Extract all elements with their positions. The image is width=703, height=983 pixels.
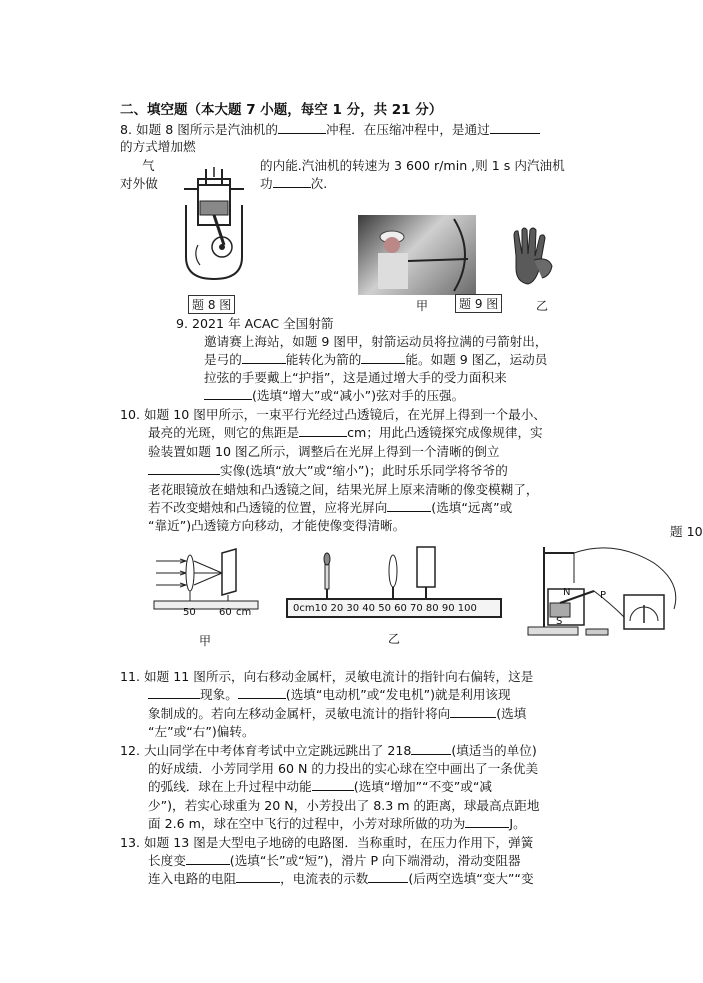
answer-blank: [238, 687, 286, 699]
q8-line4-right: [260, 173, 327, 192]
q13-text: ，电流表的示数: [280, 871, 369, 886]
answer-blank: [465, 816, 509, 828]
rod-label: P: [600, 590, 607, 601]
archer-photo: [358, 215, 476, 295]
q12-text: (选填“增加”“不变”或“减: [353, 779, 493, 794]
answer-blank: [450, 706, 496, 718]
q13-line1: 13. 如题 13 图是大型电子地磅的电路图．当称重时，在压力作用下，弹簧: [120, 835, 534, 850]
answer-blank: [186, 853, 230, 865]
q11-line4: “左”或“右”)偏转。: [148, 724, 255, 739]
q9-text: (选填“增大”或“减小”)弦对手的压强。: [252, 388, 465, 403]
q10-line4: [148, 460, 508, 479]
q12-line2: 的好成绩．小芳同学用 60 N 的力投出的实心球在空中画出了一条优美: [148, 761, 539, 776]
answer-blank: [236, 871, 280, 883]
answer-blank: [273, 176, 311, 188]
magnet-north-label: N: [563, 587, 571, 598]
fig10-yi-label: 乙: [388, 632, 401, 646]
answer-blank: [148, 463, 220, 475]
answer-blank: [312, 779, 354, 791]
q8-line3-right: 的内能.汽油机的转速为 3 600 r/min ,则 1 s 内汽油机: [260, 158, 565, 173]
q12-line5: [148, 813, 526, 832]
q10-text: (选填“远离”或: [431, 500, 513, 515]
q12-line1: [120, 740, 537, 759]
fig10-jia-label: 甲: [199, 634, 212, 648]
q10-text: 最亮的光斑，则它的焦距是: [148, 425, 300, 440]
fig8-caption: 题 8 图: [188, 295, 235, 314]
q11-text: 象制成的。若向左移动金属杆，灵敏电流计的指针将向: [148, 706, 451, 721]
q12-text: (填适当的单位): [451, 743, 537, 758]
q8-text: 次.: [310, 176, 328, 191]
q9-line1: 9. 2021 年 ACAC 全国射箭: [176, 316, 334, 331]
answer-blank: [368, 871, 408, 883]
q10-line1: 10. 如题 10 图甲所示，一束平行光经过凸透镜后，在光屏上得到一个最小、: [120, 407, 546, 422]
fig10-scale-50: 50: [183, 607, 196, 618]
answer-blank: [148, 687, 200, 699]
q9-text: 是弓的: [204, 352, 242, 367]
q10-line5: 老花眼镜放在蜡烛和凸透镜之间，结果光屏上原来清晰的像变模糊了，: [148, 482, 539, 497]
q8-line2: 的方式增加燃: [120, 139, 196, 154]
q10-line6: [148, 497, 512, 516]
q13-text: 连入电路的电阻: [148, 871, 237, 886]
magnet-south-label: S: [556, 616, 563, 627]
fig10-bench-scale: 0cm10 20 30 40 50 60 70 80 90 100: [293, 603, 477, 614]
q10-text: 实像(选填“放大”或“缩小”)；此时乐乐同学将爷爷的: [220, 463, 508, 478]
q8-line3-left: 气: [142, 158, 155, 173]
q8-text: 冲程．在压缩冲程中，是通过: [325, 122, 490, 137]
answer-blank: [278, 122, 326, 134]
answer-blank: [361, 352, 405, 364]
q9-text: 能。如题 9 图乙，运动员: [405, 352, 548, 367]
q9-text: 能转化为箭的: [285, 352, 362, 367]
q11-line1: 11. 如题 11 图所示，向右移动金属杆，灵敏电流计的指针向右偏转，这是: [120, 669, 534, 684]
section-title: 二、填空题（本大题 7 小题，每空 1 分，共 21 分）: [120, 102, 443, 118]
q10-text: 若不改变蜡烛和凸透镜的位置，应将光屏向: [148, 500, 388, 515]
engine-figure: [180, 165, 248, 283]
q13-line2: [148, 850, 521, 869]
q12-text: J。: [509, 816, 526, 831]
q9-line5: [204, 385, 464, 404]
fig9-jia: 甲: [416, 299, 429, 313]
q11-line2: [148, 684, 511, 703]
q13-line3: [148, 868, 534, 887]
q10-line7: “靠近”)凸透镜方向移动，才能使像变得清晰。: [148, 518, 406, 533]
q11-text: 现象。: [200, 687, 238, 702]
answer-blank: [242, 352, 286, 364]
q12-text: 面 2.6 m，球在空中飞行的过程中，小芳对球所做的功为: [148, 816, 466, 831]
q11-text: (选填“电动机”或“发电机”)就是利用该现: [285, 687, 511, 702]
q10-text: cm；用此凸透镜探究成像规律，实: [347, 425, 543, 440]
q12-text: 12. 大山同学在中考体育考试中立定跳远跳出了 218: [120, 743, 412, 758]
answer-blank: [204, 388, 252, 400]
q13-text: (选填“长”或“短”)，滑片 P 向下端滑动，滑动变阻器: [229, 853, 521, 868]
q12-text: 的弧线．球在上升过程中动能: [148, 779, 312, 794]
q8-text: 8. 如题 8 图所示是汽油机的: [120, 122, 278, 137]
q10-line3: 验装置如题 10 图乙所示，调整后在光屏上得到一个清晰的倒立: [148, 444, 500, 459]
glove-icon: [508, 226, 556, 288]
q12-line4: 少”)，若实心球重为 20 N，小芳投出了 8.3 m 的距离，球最高点距地: [148, 798, 540, 813]
fig9-caption: 题 9 图: [455, 294, 502, 313]
q13-text: 长度变: [148, 853, 186, 868]
q12-line3: [148, 776, 492, 795]
q11-line3: [148, 703, 526, 722]
q11-text: (选填: [496, 706, 527, 721]
fig9-yi: 乙: [536, 299, 549, 313]
answer-blank: [490, 122, 540, 134]
archer-icon: [358, 215, 476, 295]
q9-line3: [204, 349, 547, 368]
q13-text: (后两空选填“变大”“变: [408, 871, 534, 886]
answer-blank: [411, 743, 451, 755]
fig10-side-label: 题 10: [670, 524, 703, 539]
q8-text: 功: [260, 176, 273, 191]
q8-line4-left: 对外做: [120, 176, 158, 191]
answer-blank: [387, 500, 431, 512]
q10-line2: [148, 422, 543, 441]
q9-line4: 拉弦的手要戴上“护指”，这是通过增大手的受力面积来: [204, 370, 507, 385]
answer-blank: [299, 425, 347, 437]
fig10-scale-60: 60: [219, 607, 232, 618]
fig10-scale-cm: cm: [236, 607, 252, 618]
q9-line2: 邀请赛上海站，如题 9 图甲，射箭运动员将拉满的弓箭射出，: [204, 334, 548, 349]
